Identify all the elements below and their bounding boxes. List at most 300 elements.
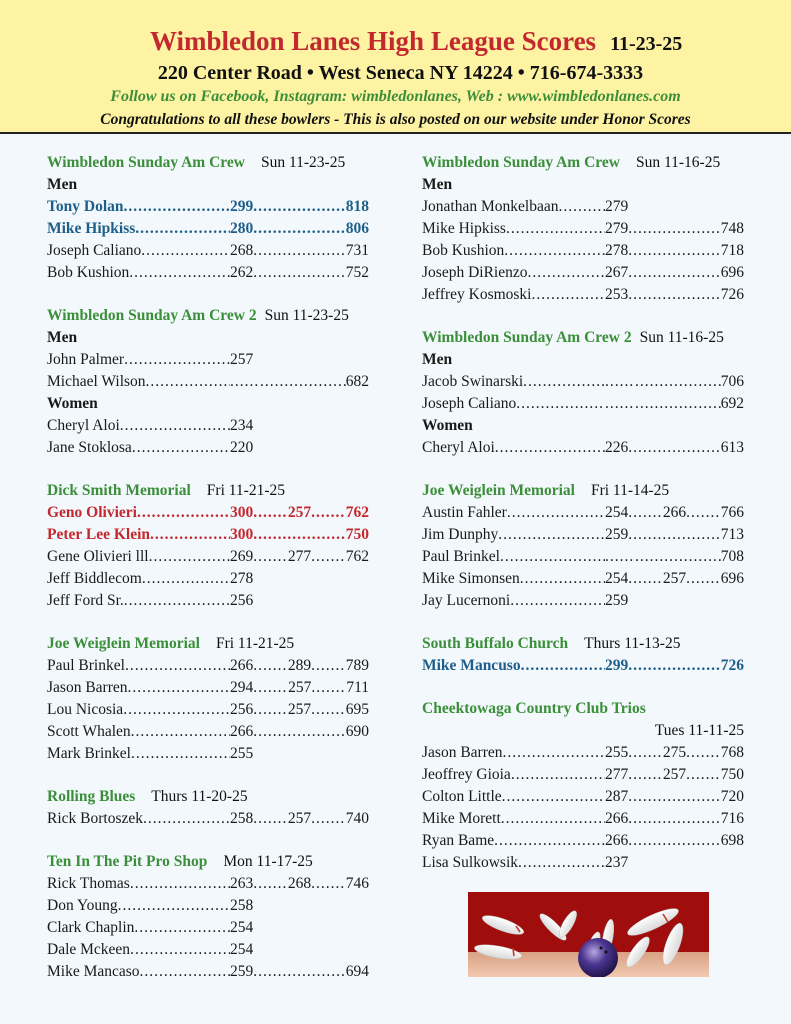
score-row [47, 721, 369, 743]
score-row [47, 939, 369, 961]
name-cell [422, 568, 605, 590]
leader-dots [686, 764, 721, 786]
name-cell [422, 808, 605, 830]
series-score: 718 [720, 242, 744, 259]
score-row [422, 742, 744, 764]
game-score: 267 [605, 264, 629, 281]
game-score-2: 257 [662, 570, 687, 587]
bowler-name: Mike Mancuso [422, 657, 521, 674]
name-cell [47, 524, 230, 546]
bowler-name: Jason Barren [422, 744, 503, 761]
game-score-2: 266 [662, 504, 687, 521]
game-score: 266 [605, 810, 629, 827]
game-score-2: 257 [288, 679, 312, 696]
series-score: 711 [346, 679, 369, 696]
bowler-name: Joseph Caliano [47, 242, 142, 259]
bowler-name: Austin Fahler [422, 504, 507, 521]
game-score: 294 [230, 679, 254, 696]
name-cell [47, 349, 230, 371]
score-row [47, 699, 369, 721]
series-score: 726 [720, 657, 744, 674]
bowler-name: Rick Bortoszek [47, 810, 143, 827]
series-score: 692 [720, 395, 744, 412]
score-row [422, 786, 744, 808]
league-date: Fri 11-21-25 [206, 482, 286, 499]
game-score: 259 [605, 526, 629, 543]
name-cell [47, 590, 230, 612]
score-row [47, 546, 369, 568]
leader-dots [253, 524, 346, 546]
league-date: Sun 11-23-25 [260, 154, 346, 171]
leader-dots [686, 568, 721, 590]
group-label: Men [422, 176, 453, 193]
score-row [422, 262, 744, 284]
header-banner [0, 0, 791, 134]
game-score: 266 [230, 723, 254, 740]
leader-dots [628, 437, 721, 459]
bowler-name: Mark Brinkel [47, 745, 131, 762]
league-header [47, 633, 369, 655]
leader-dots [311, 677, 346, 699]
series-score: 748 [720, 220, 744, 237]
game-score: 258 [230, 810, 254, 827]
score-row [422, 240, 744, 262]
score-row [47, 590, 369, 612]
leader-dots [253, 196, 346, 218]
bowler-name: John Palmer [47, 351, 125, 368]
league-section [47, 633, 369, 765]
name-cell [422, 393, 605, 415]
bowler-name: Paul Brinkel [422, 548, 500, 565]
leader-dots [495, 437, 605, 459]
leader-dots [253, 873, 288, 895]
game-score: 255 [605, 744, 629, 761]
leader-dots [118, 895, 230, 917]
game-score: 254 [230, 941, 254, 958]
name-cell [47, 240, 230, 262]
leader-dots [137, 502, 230, 524]
leader-dots [124, 196, 230, 218]
score-row [422, 546, 744, 568]
name-cell [422, 262, 605, 284]
leader-dots [123, 699, 230, 721]
series-score: 690 [345, 723, 369, 740]
league-name: South Buffalo Church [422, 635, 569, 652]
bowler-name: Jane Stoklosa [47, 439, 132, 456]
game-score: 256 [230, 592, 254, 609]
league-name: Ten In The Pit Pro Shop [47, 853, 208, 870]
series-score: 752 [345, 264, 369, 281]
bowler-name: Dale Mckeen [47, 941, 131, 958]
leader-dots [125, 655, 230, 677]
bowler-name: Jeffrey Kosmoski [422, 286, 532, 303]
bowler-name: Colton Little [422, 788, 502, 805]
leader-dots [253, 546, 288, 568]
score-row [47, 961, 369, 983]
series-score: 806 [345, 220, 369, 237]
bowler-name: Jason Barren [47, 679, 128, 696]
score-row [422, 590, 744, 612]
score-row [422, 196, 744, 218]
league-header [422, 633, 744, 655]
game-score: 262 [230, 264, 254, 281]
leader-dots [510, 590, 605, 612]
address-line: 220 Center Road • West Seneca NY 14224 • 716-674-3333 [157, 62, 644, 84]
league-section [47, 152, 369, 284]
score-row [47, 743, 369, 765]
league-section [47, 305, 369, 459]
game-score: 266 [230, 657, 254, 674]
league-header [422, 480, 744, 502]
leader-dots [253, 218, 346, 240]
score-row [47, 371, 369, 393]
leader-dots [628, 524, 721, 546]
game-score: 268 [230, 242, 254, 259]
bowler-name: Gene Olivieri lll [47, 548, 149, 565]
game-score: 279 [605, 198, 629, 215]
game-score: 263 [230, 875, 254, 892]
leader-dots [253, 262, 346, 284]
group-label: Men [47, 176, 78, 193]
leader-dots [135, 218, 230, 240]
series-score: 682 [345, 373, 369, 390]
group-label: Men [47, 329, 78, 346]
league-name: Wimbledon Sunday Am Crew 2 [47, 307, 257, 324]
leader-dots [131, 743, 230, 765]
name-cell [422, 437, 605, 459]
bowler-name: Mike Mancaso [47, 963, 140, 980]
leader-dots [142, 568, 230, 590]
game-score: 253 [605, 286, 629, 303]
group-label: Men [422, 351, 453, 368]
score-row [47, 262, 369, 284]
series-score: 696 [720, 570, 744, 587]
leader-dots [253, 677, 288, 699]
game-score: 257 [230, 351, 254, 368]
score-row [422, 524, 744, 546]
leader-dots [141, 240, 230, 262]
leader-dots [521, 655, 605, 677]
league-name: Wimbledon Sunday Am Crew [422, 154, 620, 171]
league-date: Sun 11-16-25 [639, 329, 724, 346]
league-header [47, 786, 369, 808]
leader-dots [253, 808, 288, 830]
score-row [47, 873, 369, 895]
score-row [47, 349, 369, 371]
game-score-2: 257 [287, 701, 312, 718]
name-cell [47, 808, 230, 830]
name-cell [422, 196, 605, 218]
score-row [422, 284, 744, 306]
league-header [422, 698, 744, 720]
game-score: 237 [605, 854, 629, 871]
leader-dots [146, 371, 230, 393]
leader-dots [129, 262, 230, 284]
name-cell [47, 699, 230, 721]
bowler-name: Mike Simonsen [422, 570, 520, 587]
group-label: Women [47, 395, 98, 412]
bowler-name: Paul Brinkel [47, 657, 125, 674]
league-section [422, 633, 744, 677]
name-cell [422, 218, 605, 240]
bowler-name: Scott Whalen [47, 723, 131, 740]
leader-dots [500, 546, 605, 568]
game-score: 299 [605, 657, 629, 674]
name-cell [422, 764, 605, 786]
left-column [47, 152, 369, 1004]
bowler-name: Lou Nicosia [47, 701, 124, 718]
game-score: 254 [230, 919, 254, 936]
bowler-name: Peter Lee Klein [47, 526, 151, 543]
leader-dots [527, 262, 605, 284]
leader-dots [502, 786, 605, 808]
bowler-name: Jonathan Monkelbaan [422, 198, 559, 215]
name-cell [47, 262, 230, 284]
leader-dots [628, 655, 721, 677]
name-cell [47, 196, 230, 218]
leader-dots [128, 677, 231, 699]
name-cell [422, 524, 605, 546]
leader-dots [311, 873, 346, 895]
league-name: Joe Weiglein Memorial [47, 635, 200, 652]
score-row [422, 830, 744, 852]
game-score: 300 [230, 526, 254, 543]
series-score: 740 [345, 810, 369, 827]
bowler-name: Joseph DiRienzo [422, 264, 528, 281]
leader-dots [130, 873, 230, 895]
league-name: Joe Weiglein Memorial [422, 482, 575, 499]
name-cell [422, 590, 605, 612]
game-score-2: 257 [287, 504, 312, 521]
name-cell [47, 415, 230, 437]
series-score: 762 [345, 548, 369, 565]
bowler-name: Mike Hipkiss [47, 220, 136, 237]
series-score: 694 [345, 963, 369, 980]
leader-dots [498, 524, 605, 546]
name-cell [47, 721, 230, 743]
score-row [47, 502, 369, 524]
leader-dots [311, 502, 346, 524]
leader-dots [520, 568, 605, 590]
series-score: 698 [720, 832, 744, 849]
league-name: Dick Smith Memorial [47, 482, 191, 499]
game-score: 300 [230, 504, 254, 521]
league-header [47, 480, 369, 502]
leader-dots [628, 808, 721, 830]
league-header [422, 152, 744, 174]
game-score: 259 [605, 592, 629, 609]
leader-dots [506, 218, 605, 240]
leader-dots [120, 415, 230, 437]
leader-dots [628, 786, 721, 808]
name-cell [47, 546, 230, 568]
leader-dots [635, 371, 721, 393]
leader-dots [605, 546, 635, 568]
leader-dots [628, 764, 663, 786]
bowler-name: Cheryl Aloi [47, 417, 120, 434]
game-score: 280 [230, 220, 254, 237]
game-score: 279 [605, 220, 629, 237]
score-row [422, 655, 744, 677]
score-row [47, 240, 369, 262]
series-score: 762 [345, 504, 369, 521]
score-row [422, 437, 744, 459]
bowler-name: Jeff Biddlecom [47, 570, 142, 587]
name-cell [47, 939, 230, 961]
leader-dots [605, 371, 635, 393]
score-row [47, 677, 369, 699]
game-score-2: 268 [287, 875, 312, 892]
league-header [47, 851, 369, 873]
bowler-name: Mike Hipkiss [422, 220, 506, 237]
name-cell [47, 655, 230, 677]
series-score: 726 [720, 286, 744, 303]
series-score: 716 [720, 810, 744, 827]
game-score: 277 [605, 766, 629, 783]
right-column [422, 152, 744, 895]
score-row [422, 852, 744, 874]
league-name: Wimbledon Sunday Am Crew [47, 154, 245, 171]
leader-dots [253, 502, 288, 524]
series-score: 708 [720, 548, 744, 565]
name-cell [47, 917, 230, 939]
league-name: Wimbledon Sunday Am Crew 2 [422, 329, 632, 346]
league-section [47, 480, 369, 612]
series-score: 750 [720, 766, 744, 783]
name-cell [422, 830, 605, 852]
score-row [47, 655, 369, 677]
score-row [422, 568, 744, 590]
congrats-line: Congratulations to all these bowlers - This is also posted on our website under Honor Scores [100, 111, 691, 128]
game-score: 258 [230, 897, 254, 914]
name-cell [422, 371, 605, 393]
bowler-name: Don Young [47, 897, 118, 914]
series-score: 695 [345, 701, 369, 718]
leader-dots [311, 699, 346, 721]
leader-dots [149, 546, 230, 568]
score-row [422, 502, 744, 524]
leader-dots [132, 437, 230, 459]
name-cell [47, 895, 230, 917]
bowler-name: Jay Lucernoni [422, 592, 511, 609]
league-date: Sun 11-23-25 [264, 307, 349, 324]
name-cell [47, 677, 230, 699]
bowler-name: Mike Morett [422, 810, 501, 827]
name-cell [422, 502, 605, 524]
leader-dots [130, 939, 230, 961]
league-section [422, 152, 744, 306]
leader-dots [532, 284, 606, 306]
leader-dots [253, 655, 288, 677]
score-row [47, 895, 369, 917]
game-score: 254 [605, 504, 629, 521]
bowler-name: Bob Kushion [422, 242, 505, 259]
bowler-name: Jacob Swinarski [422, 373, 524, 390]
score-row [422, 371, 744, 393]
leader-dots [507, 502, 605, 524]
leader-dots [140, 961, 230, 983]
game-score-2: 289 [287, 657, 312, 674]
league-date: Fri 11-21-25 [215, 635, 295, 652]
leader-dots [635, 546, 721, 568]
group-label: Women [422, 417, 473, 434]
leader-dots [253, 240, 346, 262]
game-score: 256 [230, 701, 254, 718]
series-score: 789 [345, 657, 369, 674]
series-score: 706 [720, 373, 744, 390]
leader-dots [253, 961, 346, 983]
game-score: 287 [605, 788, 629, 805]
name-cell [47, 873, 230, 895]
bowler-name: Jim Dunphy [422, 526, 499, 543]
page-date: 11-23-25 [610, 33, 683, 55]
game-score-2: 257 [662, 766, 687, 783]
game-score: 278 [605, 242, 629, 259]
name-cell [422, 852, 605, 874]
name-cell [47, 502, 230, 524]
leader-dots [253, 721, 346, 743]
leader-dots [635, 393, 721, 415]
leader-dots [150, 524, 230, 546]
league-section [422, 698, 744, 874]
leader-dots [628, 830, 721, 852]
series-score: 818 [345, 198, 369, 215]
leader-dots [558, 196, 605, 218]
score-row [47, 196, 369, 218]
leader-dots [628, 502, 663, 524]
name-cell [422, 786, 605, 808]
leader-dots [260, 371, 346, 393]
bowler-name: Joseph Caliano [422, 395, 517, 412]
series-score: 768 [720, 744, 744, 761]
leader-dots [494, 830, 605, 852]
name-cell [422, 742, 605, 764]
leader-dots [124, 349, 230, 371]
score-row [47, 437, 369, 459]
game-score: 299 [230, 198, 254, 215]
leader-dots [311, 808, 346, 830]
bowler-name: Michael Wilson [47, 373, 146, 390]
name-cell [422, 546, 605, 568]
leader-dots [628, 262, 721, 284]
bowler-name: Jeff Ford Sr. [47, 592, 124, 609]
score-row [47, 218, 369, 240]
leader-dots [686, 502, 721, 524]
league-date: Tues 11-11-25 [654, 722, 744, 739]
title-line [150, 26, 682, 57]
name-cell [47, 743, 230, 765]
bowler-name: Ryan Bame [422, 832, 495, 849]
score-row [47, 568, 369, 590]
score-row [422, 218, 744, 240]
leader-dots [124, 590, 230, 612]
social-line: Follow us on Facebook, Instagram: wimbledonlanes, Web : www.wimbledonlanes.com [110, 88, 681, 105]
leader-dots [628, 742, 663, 764]
game-score: 266 [605, 832, 629, 849]
game-score: 269 [230, 548, 254, 565]
game-score: 259 [230, 963, 254, 980]
league-section [47, 851, 369, 983]
league-section [47, 786, 369, 830]
bowler-name: Jeoffrey Gioia [422, 766, 511, 783]
bowler-name: Geno Olivieri [47, 504, 137, 521]
name-cell [47, 371, 230, 393]
leader-dots [518, 852, 605, 874]
league-date: Sun 11-16-25 [635, 154, 721, 171]
leader-dots [143, 808, 230, 830]
game-score: 255 [230, 745, 254, 762]
game-score: 254 [605, 570, 629, 587]
